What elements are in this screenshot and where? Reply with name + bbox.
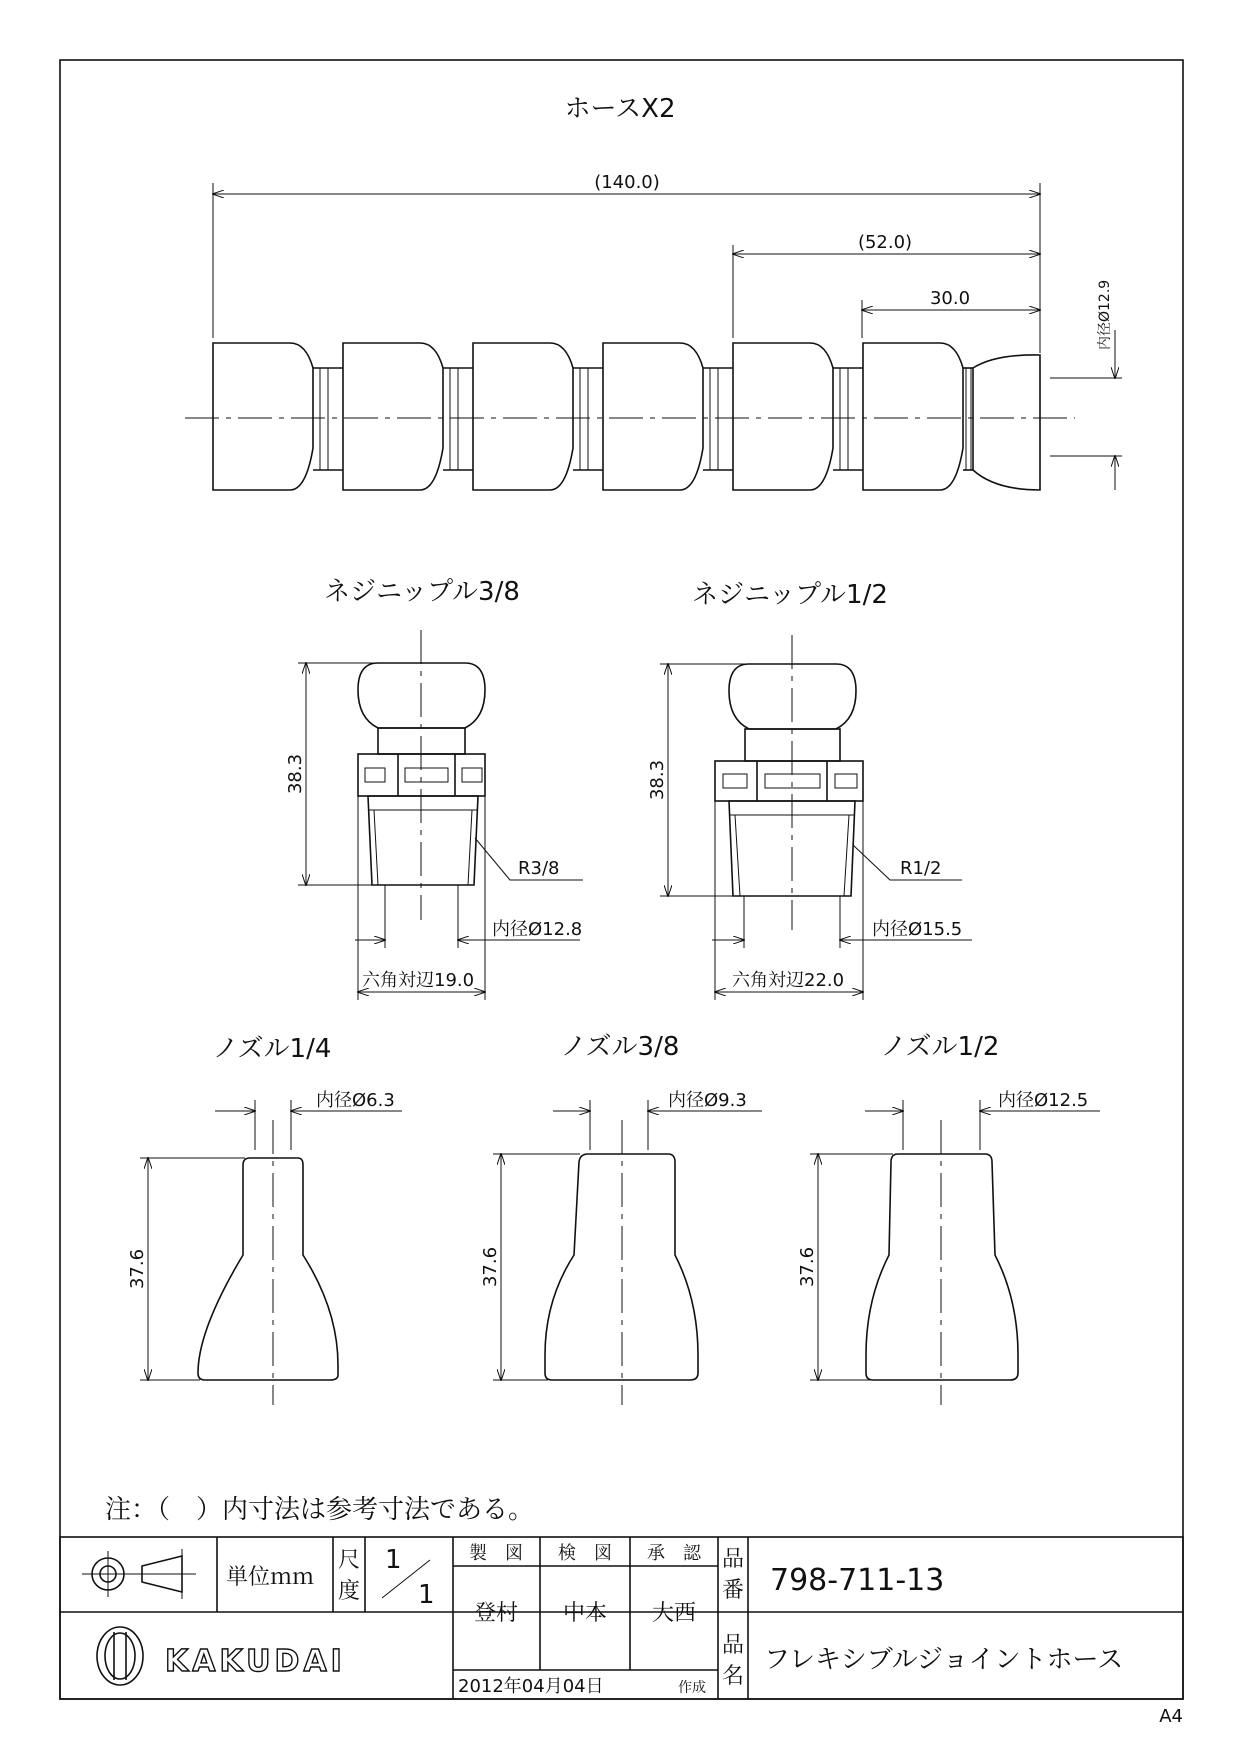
unit-label: 単位ｍｍ bbox=[226, 1565, 315, 1590]
hose-segment bbox=[213, 343, 343, 490]
nipple-12-title: ネジニップル1/2 bbox=[692, 580, 888, 610]
nozzle-12-inner-dim: 内径Ø12.5 bbox=[998, 1090, 1089, 1111]
nipple-38-view bbox=[285, 577, 583, 1000]
scale-denominator: 1 bbox=[418, 1580, 435, 1610]
scale-label-bottom: 度 bbox=[337, 1579, 361, 1604]
nozzle-12-view bbox=[797, 1032, 1100, 1405]
brand-wordmark: KAKUDAI bbox=[165, 1644, 346, 1679]
hose-pitch-dim: 30.0 bbox=[929, 288, 971, 309]
nipple-12-hex-dim: 六角対辺22.0 bbox=[732, 970, 845, 991]
part-name-label-top: 品 bbox=[721, 1633, 745, 1658]
part-name: フレキシブルジョイントホース bbox=[764, 1645, 1124, 1675]
hose-inner-dim: 内径Ø12.9 bbox=[1097, 279, 1113, 350]
hose-segment bbox=[473, 343, 603, 490]
nozzle-38-view bbox=[480, 1032, 762, 1405]
checked-by: 中本 bbox=[562, 1601, 608, 1626]
paper-size: A4 bbox=[1159, 1706, 1183, 1727]
hose-segment bbox=[733, 343, 863, 490]
drawn-by: 登村 bbox=[473, 1601, 519, 1626]
nozzle-38-inner-dim: 内径Ø9.3 bbox=[668, 1090, 747, 1111]
part-name-label-bottom: 名 bbox=[721, 1664, 745, 1689]
hose-view bbox=[185, 94, 1122, 490]
nozzle-14-body bbox=[198, 1158, 338, 1380]
nipple-12-thread: R1/2 bbox=[900, 858, 942, 879]
checked-label: 検 図 bbox=[558, 1543, 612, 1564]
nozzle-12-height-dim: 37.6 bbox=[797, 1246, 818, 1288]
nozzle-12-body bbox=[866, 1154, 1018, 1380]
creation-date-suffix: 作成 bbox=[678, 1680, 706, 1696]
hose-total-dim: (140.0) bbox=[594, 172, 660, 193]
nozzle-38-height-dim: 37.6 bbox=[480, 1246, 501, 1288]
scale-label-top: 尺 bbox=[337, 1548, 361, 1573]
dimension-note: 注：（ ）内寸法は参考寸法である。 bbox=[105, 1495, 535, 1525]
part-number: 798-711-13 bbox=[770, 1563, 945, 1598]
projection-symbol-icon bbox=[82, 1549, 196, 1599]
hose-segment bbox=[343, 343, 473, 490]
nozzle-14-height-dim: 37.6 bbox=[127, 1248, 148, 1290]
nozzle-12-title: ノズル1/2 bbox=[880, 1032, 1000, 1062]
hose-segment bbox=[863, 343, 973, 490]
title-block bbox=[60, 1537, 1183, 1699]
nipple-38-height-dim: 38.3 bbox=[285, 753, 306, 795]
nipple-38-thread: R3/8 bbox=[518, 858, 560, 879]
drawing-frame bbox=[60, 60, 1183, 1699]
nipple-12-height-dim: 38.3 bbox=[647, 759, 668, 801]
hose-segment bbox=[603, 343, 733, 490]
creation-date: 2012年04月04日 bbox=[458, 1676, 604, 1697]
approved-label: 承 認 bbox=[647, 1543, 701, 1564]
hose-end-ball bbox=[973, 355, 1040, 490]
nipple-12-inner-dim: 内径Ø15.5 bbox=[872, 919, 963, 940]
scale-numerator: 1 bbox=[385, 1545, 402, 1575]
nozzle-14-inner-dim: 内径Ø6.3 bbox=[316, 1090, 395, 1111]
nipple-38-hex-dim: 六角対辺19.0 bbox=[362, 970, 475, 991]
hose-title: ホースX2 bbox=[564, 94, 676, 124]
nipple-38-title: ネジニップル3/8 bbox=[324, 577, 520, 607]
nozzle-38-title: ノズル3/8 bbox=[560, 1032, 680, 1062]
nozzle-14-view bbox=[127, 1034, 402, 1405]
nozzle-14-title: ノズル1/4 bbox=[212, 1034, 332, 1064]
part-no-label-bottom: 番 bbox=[721, 1578, 745, 1603]
nipple-38-inner-dim: 内径Ø12.8 bbox=[492, 919, 583, 940]
nipple-12-view bbox=[647, 580, 972, 1000]
part-no-label-top: 品 bbox=[721, 1547, 745, 1572]
drawn-label: 製 図 bbox=[469, 1543, 523, 1564]
kakudai-logo bbox=[97, 1627, 346, 1685]
hose-segment-dim: (52.0) bbox=[857, 232, 913, 253]
approved-by: 大西 bbox=[651, 1601, 697, 1626]
